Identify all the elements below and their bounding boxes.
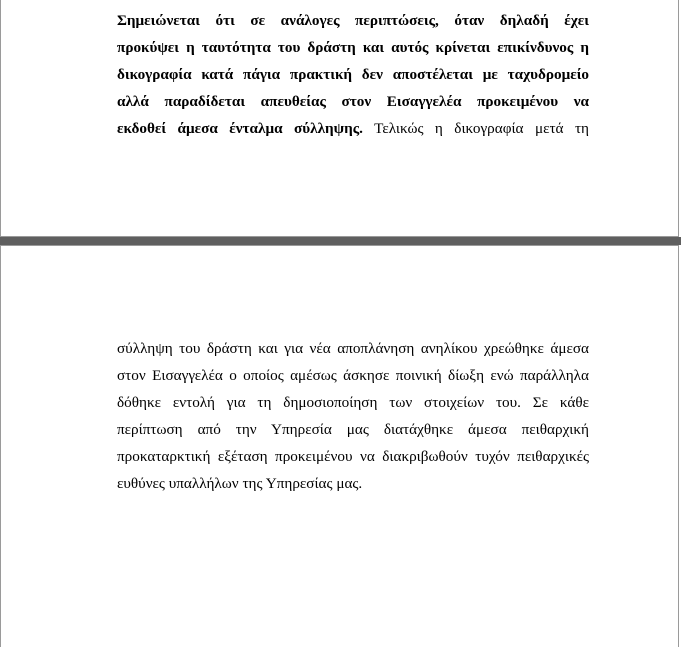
bold-text: αλλά παραδίδεται απευθείας στον Εισαγγελέα προκειμένου να (117, 93, 589, 110)
text-line: ευθύνες υπαλλήλων της Υπηρεσίας μας. (117, 475, 363, 492)
bold-text: Σημειώνεται ότι σε ανάλογες περιπτώσεις, όταν δηλαδή έχει (117, 12, 589, 29)
bold-text: προκύψει η ταυτότητα του δράστη και αυτός κρίνεται επικίνδυνος η (117, 39, 589, 56)
document-page-2 (0, 245, 679, 647)
page-separator (0, 237, 681, 245)
text-line: στον Εισαγγελέα ο οποίος αμέσως άσκησε ποινική δίωξη ενώ παράλληλα (117, 367, 589, 384)
text-line (117, 7, 589, 34)
text-line: σύλληψη του δράστη και για νέα αποπλάνηση ανηλίκου χρεώθηκε άμεσα (117, 340, 589, 357)
bold-text: δικογραφία κατά πάγια πρακτική δεν αποστέλεται με ταχυδρομείο (117, 66, 589, 83)
text-line (117, 115, 589, 142)
normal-text: Τελικώς η δικογραφία μετά τη (362, 120, 589, 137)
paragraph-continuation (117, 335, 589, 497)
text-line (117, 34, 589, 61)
text-line: προκαταρκτική εξέταση προκειμένου να διακριβωθούν τυχόν πειθαρχικές (117, 448, 589, 465)
text-line (117, 88, 589, 115)
text-line (117, 61, 589, 88)
bold-text: εκδοθεί άμεσα ένταλμα σύλληψης. (117, 120, 363, 137)
text-line: δόθηκε εντολή για τη δημοσιοποίηση των στοιχείων του. Σε κάθε (117, 394, 589, 411)
text-line: περίπτωση από την Υπηρεσία μας διατάχθηκε άμεσα πειθαρχική (117, 421, 589, 438)
paragraph-bold-notice (117, 7, 589, 142)
document-page-1 (0, 0, 679, 237)
